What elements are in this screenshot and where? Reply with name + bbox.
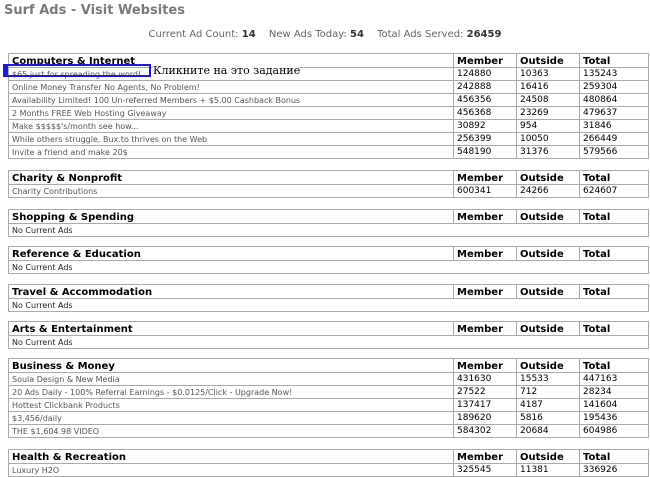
- total-ads-served-value: 26459: [466, 29, 502, 40]
- member-column-header: Member: [454, 247, 517, 261]
- section-table: [8, 321, 649, 349]
- ad-row[interactable]: [9, 120, 649, 133]
- member-count: 600341: [454, 185, 517, 198]
- total-count: 141604: [580, 399, 649, 412]
- section-title: Charity & Nonprofit: [9, 171, 454, 185]
- member-column-header: Member: [454, 359, 517, 373]
- current-ad-count-value: 14: [241, 29, 256, 40]
- outside-count: 5816: [517, 412, 580, 425]
- ad-row[interactable]: [9, 425, 649, 438]
- outside-count: 712: [517, 386, 580, 399]
- section-header: [9, 247, 649, 261]
- section-title: Business & Money: [9, 359, 454, 373]
- member-count: 27522: [454, 386, 517, 399]
- ad-title-link[interactable]: Availability Limited! 100 Un-referred Members + $5.00 Cashback Bonus: [9, 94, 454, 107]
- section-table: [8, 449, 649, 477]
- outside-count: 23269: [517, 107, 580, 120]
- ad-title-link[interactable]: Soula Design & New Media: [9, 373, 454, 386]
- stats-bar: [0, 29, 650, 40]
- section-table: [8, 170, 649, 198]
- member-column-header: Member: [454, 210, 517, 224]
- outside-count: 24266: [517, 185, 580, 198]
- outside-count: 20684: [517, 425, 580, 438]
- outside-column-header: Outside: [517, 54, 580, 68]
- total-column-header: Total: [580, 171, 649, 185]
- total-count: 604986: [580, 425, 649, 438]
- total-count: 479637: [580, 107, 649, 120]
- section-title: Computers & Internet: [9, 54, 454, 68]
- no-ads-message: No Current Ads: [9, 336, 649, 349]
- total-column-header: Total: [580, 247, 649, 261]
- section-title: Reference & Education: [9, 247, 454, 261]
- section-header: [9, 210, 649, 224]
- outside-count: 954: [517, 120, 580, 133]
- outside-count: 10363: [517, 68, 580, 81]
- ad-row[interactable]: [9, 399, 649, 412]
- member-column-header: Member: [454, 54, 517, 68]
- total-column-header: Total: [580, 54, 649, 68]
- total-count: 447163: [580, 373, 649, 386]
- total-count: 28234: [580, 386, 649, 399]
- section-table: [8, 358, 649, 438]
- total-column-header: Total: [580, 322, 649, 336]
- outside-column-header: Outside: [517, 285, 580, 299]
- outside-count: 11381: [517, 464, 580, 477]
- member-column-header: Member: [454, 285, 517, 299]
- ad-row[interactable]: [9, 94, 649, 107]
- outside-column-header: Outside: [517, 171, 580, 185]
- section-title: Shopping & Spending: [9, 210, 454, 224]
- ad-row[interactable]: [9, 81, 649, 94]
- page-title: Surf Ads - Visit Websites: [4, 3, 185, 18]
- total-count: 266449: [580, 133, 649, 146]
- total-column-header: Total: [580, 359, 649, 373]
- ad-row[interactable]: [9, 185, 649, 198]
- total-count: 259304: [580, 81, 649, 94]
- ad-row[interactable]: [9, 464, 649, 477]
- member-count: 584302: [454, 425, 517, 438]
- total-column-header: Total: [580, 285, 649, 299]
- outside-count: 16416: [517, 81, 580, 94]
- member-column-header: Member: [454, 322, 517, 336]
- section-table: [8, 284, 649, 312]
- current-ad-count-label: Current Ad Count:: [148, 29, 239, 40]
- member-count: 242888: [454, 81, 517, 94]
- section-header: [9, 359, 649, 373]
- total-count: 579566: [580, 146, 649, 159]
- section-header: [9, 171, 649, 185]
- ad-row[interactable]: [9, 146, 649, 159]
- ad-title-link[interactable]: $3,456/daily: [9, 412, 454, 425]
- ad-title-link[interactable]: Invite a friend and make 20$: [9, 146, 454, 159]
- ad-title-link[interactable]: Hottest Clickbank Products: [9, 399, 454, 412]
- member-count: 456368: [454, 107, 517, 120]
- section-title: Travel & Accommodation: [9, 285, 454, 299]
- member-count: 548190: [454, 146, 517, 159]
- outside-count: 31376: [517, 146, 580, 159]
- outside-count: 10050: [517, 133, 580, 146]
- outside-column-header: Outside: [517, 450, 580, 464]
- ad-title-link[interactable]: Charity Contributions: [9, 185, 454, 198]
- outside-count: 15533: [517, 373, 580, 386]
- no-ads-message: No Current Ads: [9, 299, 649, 312]
- section-table: [8, 209, 649, 237]
- ad-title-link[interactable]: 2 Months FREE Web Hosting Giveaway: [9, 107, 454, 120]
- empty-row: [9, 224, 649, 237]
- ad-title-link[interactable]: 20 Ads Daily - 100% Referral Earnings - $0.0125/Click - Upgrade Now!: [9, 386, 454, 399]
- section-header: [9, 285, 649, 299]
- ad-row[interactable]: [9, 133, 649, 146]
- ad-title-link[interactable]: Online Money Transfer No Agents, No Problem!: [9, 81, 454, 94]
- outside-column-header: Outside: [517, 210, 580, 224]
- empty-row: [9, 336, 649, 349]
- member-count: 189620: [454, 412, 517, 425]
- ad-row[interactable]: [9, 373, 649, 386]
- instruction-tooltip: Кликните на это задание: [153, 64, 301, 77]
- member-count: 30892: [454, 120, 517, 133]
- ad-title-link[interactable]: THE $1,604.98 VIDEO: [9, 425, 454, 438]
- no-ads-message: No Current Ads: [9, 224, 649, 237]
- ad-row[interactable]: [9, 412, 649, 425]
- empty-row: [9, 261, 649, 274]
- ad-title-link[interactable]: Luxury H2O: [9, 464, 454, 477]
- ad-row[interactable]: [9, 107, 649, 120]
- total-count: 336926: [580, 464, 649, 477]
- section-title: Arts & Entertainment: [9, 322, 454, 336]
- outside-column-header: Outside: [517, 247, 580, 261]
- total-count: 135243: [580, 68, 649, 81]
- section-header: [9, 322, 649, 336]
- total-column-header: Total: [580, 210, 649, 224]
- member-count: 124880: [454, 68, 517, 81]
- member-count: 456356: [454, 94, 517, 107]
- member-column-header: Member: [454, 450, 517, 464]
- no-ads-message: No Current Ads: [9, 261, 649, 274]
- member-count: 137417: [454, 399, 517, 412]
- empty-row: [9, 299, 649, 312]
- total-count: 195436: [580, 412, 649, 425]
- ad-title-link[interactable]: Make $$$$$'s/month see how...: [9, 120, 454, 133]
- new-ads-today-value: 54: [350, 29, 364, 40]
- ad-title-link[interactable]: $65 just for spreading the word!: [9, 68, 454, 81]
- new-ads-today-label: New Ads Today:: [268, 29, 347, 40]
- total-column-header: Total: [580, 450, 649, 464]
- highlight-box: [3, 64, 151, 77]
- total-count: 31846: [580, 120, 649, 133]
- outside-count: 4187: [517, 399, 580, 412]
- member-column-header: Member: [454, 171, 517, 185]
- section-header: [9, 450, 649, 464]
- section-table: [8, 246, 649, 274]
- outside-column-header: Outside: [517, 322, 580, 336]
- member-count: 325545: [454, 464, 517, 477]
- member-count: 431630: [454, 373, 517, 386]
- outside-column-header: Outside: [517, 359, 580, 373]
- total-count: 624607: [580, 185, 649, 198]
- outside-count: 24508: [517, 94, 580, 107]
- ad-row[interactable]: [9, 386, 649, 399]
- total-count: 480864: [580, 94, 649, 107]
- ad-title-link[interactable]: While others struggle, Bux.to thrives on the Web: [9, 133, 454, 146]
- section-title: Health & Recreation: [9, 450, 454, 464]
- member-count: 256399: [454, 133, 517, 146]
- total-ads-served-label: Total Ads Served:: [377, 29, 464, 40]
